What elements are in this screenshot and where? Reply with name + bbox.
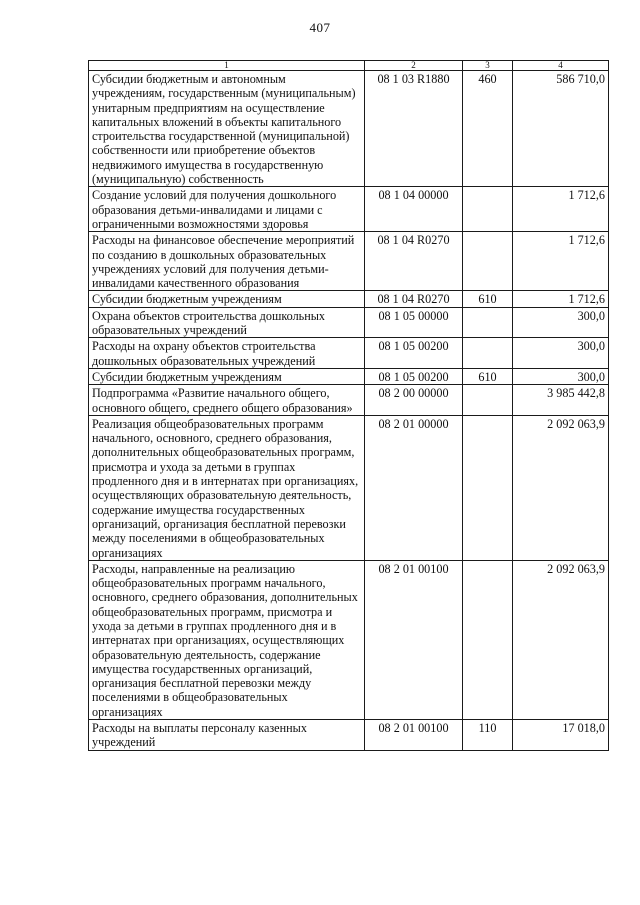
target-article-code: 08 1 04 00000 [365,187,463,232]
expense-name: Субсидии бюджетным учреждениям [89,368,365,384]
expense-name: Охрана объектов строительства дошкольных образовательных учреждений [89,307,365,338]
amount: 300,0 [513,307,609,338]
amount: 1 712,6 [513,291,609,307]
expense-name: Расходы на выплаты персоналу казенных учреждений [89,720,365,751]
expense-type-code: 110 [463,720,513,751]
budget-table [88,60,609,751]
column-number-row [89,61,609,71]
amount: 300,0 [513,368,609,384]
expense-type-code [463,338,513,369]
table-row [89,415,609,560]
target-article-code: 08 2 01 00100 [365,720,463,751]
amount: 300,0 [513,338,609,369]
target-article-code: 08 1 05 00200 [365,368,463,384]
column-number: 3 [463,61,513,71]
amount: 586 710,0 [513,71,609,187]
expense-name: Расходы на охрану объектов строительства дошкольных образовательных учреждений [89,338,365,369]
table-row [89,338,609,369]
target-article-code: 08 1 05 00200 [365,338,463,369]
column-number: 2 [365,61,463,71]
expense-type-code [463,415,513,560]
target-article-code: 08 1 03 R1880 [365,71,463,187]
expense-type-code [463,187,513,232]
table-row [89,368,609,384]
amount: 2 092 063,9 [513,560,609,719]
expense-name: Реализация общеобразовательных программ начального, основного, среднего образования, дополнительных общеобразовательных программ, присмотра и ухода за детьми в группах продленного дня и в интернатах при организациях, осуществляющих образовательную деятельность, содержание имущества государственных организаций, организация бесплатной перевозки между поселениями в общеобразовательных организациях [89,415,365,560]
amount: 1 712,6 [513,232,609,291]
table-row [89,307,609,338]
target-article-code: 08 2 00 00000 [365,385,463,416]
table-row [89,560,609,719]
target-article-code: 08 2 01 00100 [365,560,463,719]
amount: 1 712,6 [513,187,609,232]
expense-name: Субсидии бюджетным учреждениям [89,291,365,307]
amount: 17 018,0 [513,720,609,751]
expense-name: Расходы, направленные на реализацию общеобразовательных программ начального, основного, среднего образования, дополнительных общеобразовательных программ, присмотра и ухода за детьми в группах продленного дня и в интернатах при организациях, осуществляющих образовательную деятельность, содержание имущества государственных организаций, организация бесплатной перевозки между поселениями в общеобразовательных организациях [89,560,365,719]
table-row [89,720,609,751]
expense-name: Расходы на финансовое обеспечение мероприятий по созданию в дошкольных образовательных учреждениях условий для получения детьми-инвалидами качественного образования [89,232,365,291]
table-row [89,291,609,307]
expense-type-code [463,560,513,719]
amount: 3 985 442,8 [513,385,609,416]
target-article-code: 08 2 01 00000 [365,415,463,560]
table-row [89,187,609,232]
target-article-code: 08 1 04 R0270 [365,291,463,307]
page-number: 407 [309,20,331,35]
table-row [89,232,609,291]
expense-type-code: 610 [463,291,513,307]
expense-name: Подпрограмма «Развитие начального общего, основного общего, среднего общего образования» [89,385,365,416]
column-number: 4 [513,61,609,71]
expense-name: Субсидии бюджетным и автономным учреждениям, государственным (муниципальным) унитарным предприятиям на осуществление капитальных вложений в объекты капитального строительства государственной (муниципальной) собственности или приобретение объектов недвижимого имущества в государственную (муниципальную) собственность [89,71,365,187]
amount: 2 092 063,9 [513,415,609,560]
column-number: 1 [89,61,365,71]
target-article-code: 08 1 04 R0270 [365,232,463,291]
expense-type-code: 610 [463,368,513,384]
target-article-code: 08 1 05 00000 [365,307,463,338]
expense-type-code [463,307,513,338]
expense-name: Создание условий для получения дошкольного образования детьми-инвалидами и лицами с ограниченными возможностями здоровья [89,187,365,232]
table-row [89,385,609,416]
expense-type-code [463,385,513,416]
expense-type-code: 460 [463,71,513,187]
table-row [89,71,609,187]
expense-type-code [463,232,513,291]
